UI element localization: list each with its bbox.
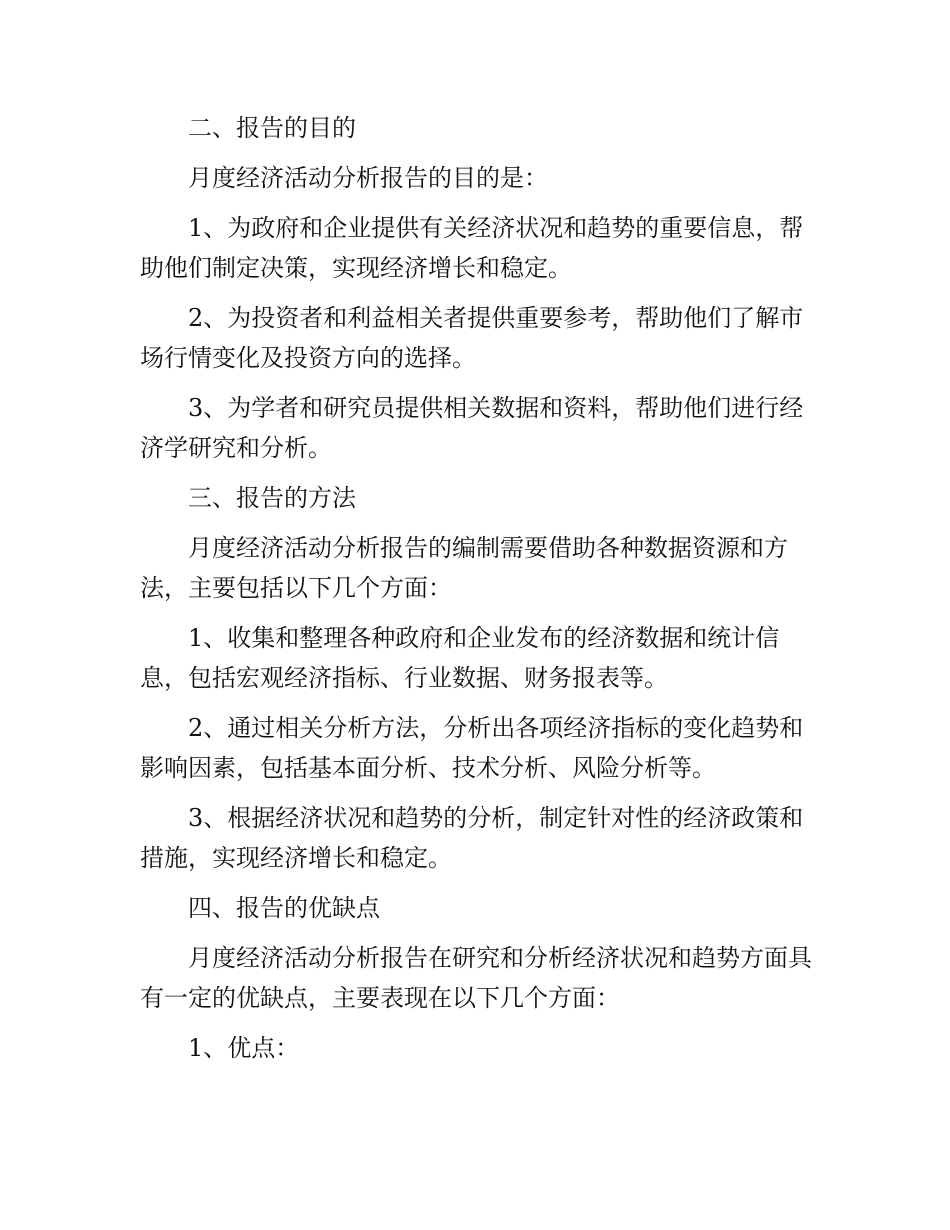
paragraph-method-intro: 月度经济活动分析报告的编制需要借助各种数据资源和方法，主要包括以下几个方面：	[140, 534, 788, 602]
section-heading-purpose: 二、报告的目的	[188, 114, 356, 142]
paragraph-method-item-2: 2、通过相关分析方法，分析出各项经济指标的变化趋势和影响因素，包括基本面分析、技术分析、风险分析等。	[140, 714, 804, 782]
paragraph-purpose-intro: 月度经济活动分析报告的目的是：	[188, 164, 548, 192]
paragraph-pros-label: 1、优点：	[188, 1034, 300, 1062]
document-body	[140, 108, 812, 1078]
section-heading-pros-cons: 四、报告的优缺点	[188, 894, 380, 922]
paragraph-purpose-item-1: 1、为政府和企业提供有关经济状况和趋势的重要信息，帮助他们制定决策，实现经济增长和稳定。	[140, 214, 804, 282]
paragraph-pros-cons-intro: 月度经济活动分析报告在研究和分析经济状况和趋势方面具有一定的优缺点，主要表现在以下几个方面：	[140, 944, 812, 1012]
paragraph-purpose-item-2: 2、为投资者和利益相关者提供重要参考，帮助他们了解市场行情变化及投资方向的选择。	[140, 304, 804, 372]
paragraph-method-item-3: 3、根据经济状况和趋势的分析，制定针对性的经济政策和措施，实现经济增长和稳定。	[140, 804, 804, 872]
paragraph-method-item-1: 1、收集和整理各种政府和企业发布的经济数据和统计信息，包括宏观经济指标、行业数据、财务报表等。	[140, 624, 780, 692]
section-heading-method: 三、报告的方法	[188, 484, 356, 512]
paragraph-purpose-item-3: 3、为学者和研究员提供相关数据和资料，帮助他们进行经济学研究和分析。	[140, 394, 804, 462]
